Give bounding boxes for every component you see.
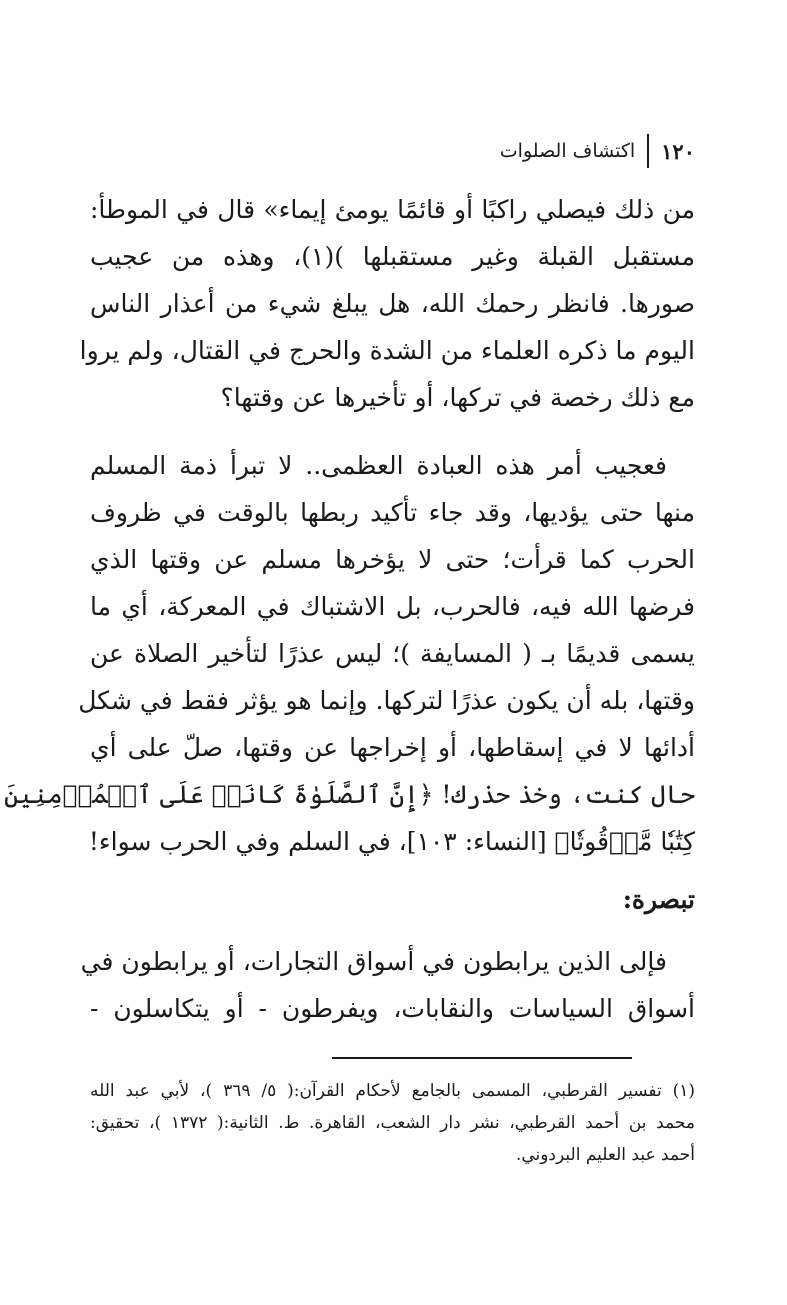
page-number: ١٢٠ <box>661 138 695 164</box>
running-header <box>500 134 695 168</box>
text-line: منها حتى يؤديها، وقد جاء تأكيد ربطها بالوقت في ظروف <box>90 498 695 527</box>
paragraph-1 <box>79 186 695 421</box>
footnote-separator <box>332 1057 632 1059</box>
header-divider <box>647 134 649 168</box>
quran-verse-line: حال كنت، وخذ حذرك! ﴿إِنَّ ٱلصَّلَوٰةَ كَانَتۡ عَلَى ٱلۡمُؤۡمِنِينَ <box>4 780 695 809</box>
paragraph-3 <box>80 938 695 1032</box>
running-title: اكتشاف الصلوات <box>499 140 636 162</box>
footnotes <box>90 1075 695 1171</box>
footnote-line: (١) تفسير القرطبي، المسمى بالجامع لأحكام القرآن:( ٥/ ٣٦٩ )، لأبي عبد الله <box>90 1081 695 1101</box>
text-line: يسمى قديمًا بـ ( المسايفة )؛ ليس عذرًا لتأخير الصلاة عن <box>90 639 695 668</box>
text-line: أدائها لا في إسقاطها، أو إخراجها عن وقتها، صلّ على أي <box>90 733 695 762</box>
footnote-line: محمد بن أحمد القرطبي، نشر دار الشعب، القاهرة. ط. الثانية:( ١٣٧٢ )، تحقيق: <box>90 1113 695 1133</box>
text-line: مستقبل القبلة وغير مستقبلها )(١)، وهذه من عجيب <box>90 242 695 271</box>
text-line: فرضها الله فيه، فالحرب، بل الاشتباك في المعركة، أي ما <box>90 592 695 621</box>
text-line: فإلى الذين يرابطون في أسواق التجارات، أو يرابطون في <box>80 947 667 976</box>
text-line: صورها. فانظر رحمك الله، هل يبلغ شيء من أعذار الناس <box>90 289 695 318</box>
paragraph-2 <box>4 442 695 865</box>
text-line: أسواق السياسات والنقابات، ويفرطون - أو يتكاسلون - <box>90 994 695 1023</box>
text-line: اليوم ما ذكره العلماء من الشدة والحرج في القتال، ولم يروا <box>79 336 695 365</box>
footnote-line: أحمد عبد العليم البردوني. <box>515 1145 695 1165</box>
text-line: وقتها، بله أن يكون عذرًا لتركها. وإنما هو يؤثر فقط في شكل <box>78 686 695 715</box>
section-heading: تبصرة: <box>622 885 695 914</box>
text-line: مع ذلك رخصة في تركها، أو تأخيرها عن وقتها؟ <box>220 383 695 412</box>
quran-verse-line: كِتَٰبٗا مَّوۡقُوتٗا﴾ [النساء: ١٠٣]، في السلم وفي الحرب سواء! <box>88 827 695 856</box>
text-line: فعجيب أمر هذه العبادة العظمى.. لا تبرأ ذمة المسلم <box>90 451 667 480</box>
text-line: الحرب كما قرأت؛ حتى لا يؤخرها مسلم عن وقتها الذي <box>90 545 695 574</box>
text-line: من ذلك فيصلي راكبًا أو قائمًا يومئ إيماء» قال في الموطأ: <box>90 195 695 224</box>
